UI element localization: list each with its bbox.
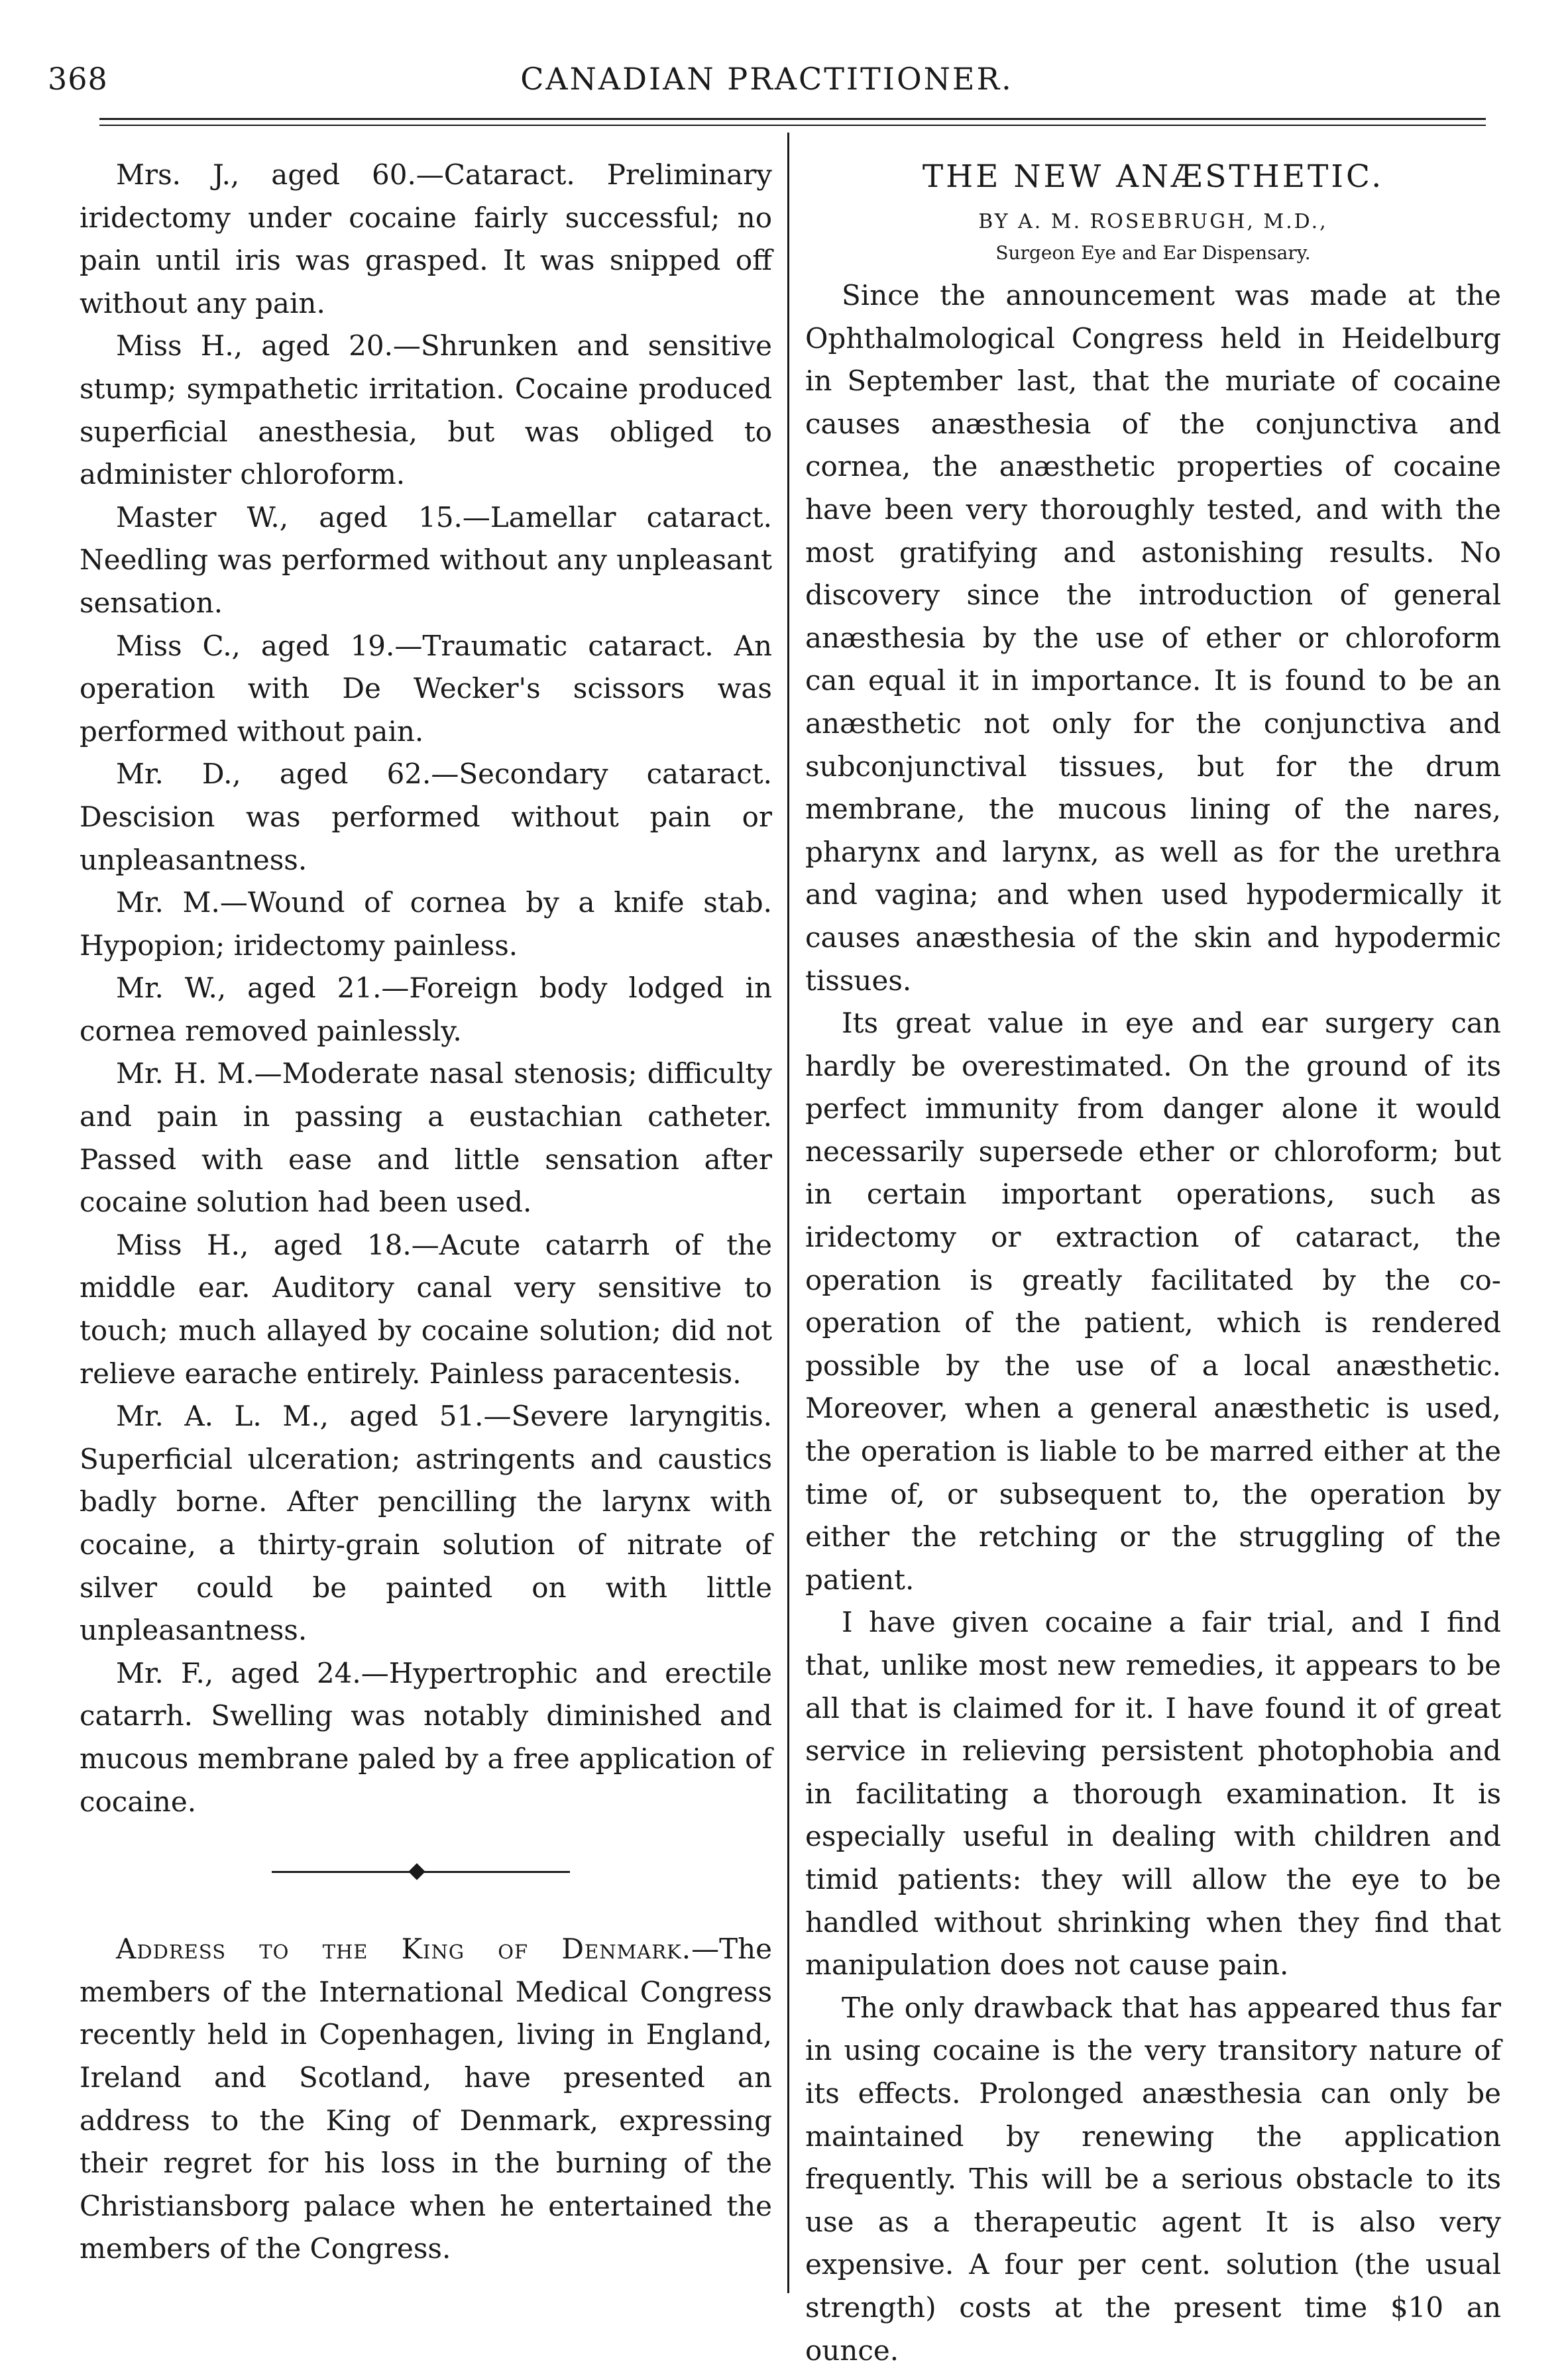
article-paragraph: Since the announcement was made at the Ophthalmological Congress held in Heidelburg in September last, that the muriate of cocaine causes anæsthesia of the conjunctiva and cornea, the anæsthetic properties of cocaine have been very thoroughly tested, and with the most gratifying and astonishing results. No discovery since the introduction of general anæsthesia by the use of ether or chloroform can equal it in importance. It is found to be an anæsthetic not only for the conjunctiva and subconjunctival tissues, but for the drum membrane, the mucous lining of the nares, pharynx and larynx, as well as for the urethra and vagina; and when used hypodermically it causes anæsthesia of the skin and hypodermic tissues. — [805, 279, 1501, 997]
case-report: Mr. M.—Wound of cornea by a knife stab. Hypopion; iridectomy painless. — [80, 886, 772, 962]
address-heading: Address to the King of Denmark. — [116, 1933, 692, 1966]
article-title: THE NEW ANÆSTHETIC. — [922, 158, 1384, 195]
case-report: Miss H., aged 18.—Acute catarrh of the middle ear. Auditory canal very sensitive to touch; much allayed by cocaine solution; did not relieve earache entirely. Painless paracentesis. — [80, 1228, 772, 1390]
header-rule — [99, 118, 1486, 120]
article-paragraph: I have given cocaine a fair trial, and I find that, unlike most new remedies, it appears to be all that is claimed for it. I have found it of great service in relieving persistent photophobia and in facilitating a thorough examination. It is especially useful in dealing with children and timid patients: they will allow the eye to be handled without shrinking when they find that manipulation does not cause pain. — [805, 1606, 1501, 1982]
case-report: Mr. H. M.—Moderate nasal stenosis; difficulty and pain in passing a eustachian catheter. Passed with ease and little sensation after cocaine solution had been used. — [80, 1057, 772, 1219]
case-report: Miss C., aged 19.—Traumatic cataract. An operation with De Wecker's scissors was performed without pain. — [80, 629, 772, 748]
running-title: CANADIAN PRACTITIONER. — [520, 61, 1013, 97]
page-header — [48, 61, 1486, 107]
address-body: —The members of the International Medical Congress recently held in Copenhagen, living in England, Ireland and Scotland, have presented an address to the King of Denmark, expressing their regret for his loss in the burning of the Christiansborg palace when he entertained the members of the Congress. — [80, 1933, 772, 2265]
section-ornament — [80, 1843, 772, 1903]
article-paragraph: Its great value in eye and ear surgery can hardly be overestimated. On the ground of its perfect immunity from danger alone it would necessarily supersede ether or chloroform; but in certain important operations, such as iridectomy or extraction of cataract, the operation is greatly facilitated by the co-operation of the patient, which is rendered possible by the use of a local anæsthetic. Moreover, when a general anæsthetic is used, the operation is liable to be marred either at the time of, or subsequent to, the operation by either the retching or the struggling of the patient. — [805, 1007, 1501, 1596]
case-report: Miss H., aged 20.—Shrunken and sensitive stump; sympathetic irritation. Cocaine produced superficial anesthesia, but was obliged to administer chloroform. — [80, 329, 772, 491]
case-report: Mr. W., aged 21.—Foreign body lodged in cornea removed painlessly. — [80, 972, 772, 1047]
case-report: Mr. A. L. M., aged 51.—Severe laryngitis. Superficial ulceration; astringents and caustics badly borne. After pencilling the larynx with cocaine, a thirty-grain solution of nitrate of silver could be painted on with little unpleasantness. — [80, 1400, 772, 1647]
left-column — [80, 154, 772, 2271]
case-report: Mr. F., aged 24.—Hypertrophic and erectile catarrh. Swelling was notably diminished and mucous membrane paled by a free application of cocaine. — [80, 1656, 772, 1818]
article-paragraph: The only drawback that has appeared thus far in using cocaine is the very transitory nature of its effects. Prolonged anæsthesia can only be maintained by renewing the application frequently. This will be a serious obstacle to its use as a therapeutic agent It is also very expensive. A four per cent. solution (the usual strength) costs at the present time $10 an ounce. — [805, 1991, 1501, 2367]
right-column — [805, 154, 1501, 2372]
case-report: Mr. D., aged 62.—Secondary cataract. Descision was performed without pain or unpleasantness. — [80, 758, 772, 876]
article-byline: BY A. M. ROSEBRUGH, M.D., — [978, 210, 1328, 233]
column-divider — [787, 133, 789, 2293]
header-rule-secondary — [99, 125, 1486, 126]
case-report: Mrs. J., aged 60.—Cataract. Preliminary iridectomy under cocaine fairly successful; no pain until iris was grasped. It was snipped off without any pain. — [80, 158, 772, 319]
ornament-diamond-icon — [408, 1863, 425, 1880]
author-affiliation: Surgeon Eye and Ear Dispensary. — [995, 242, 1311, 264]
address-paragraph — [80, 1928, 772, 2271]
page-number: 368 — [48, 61, 108, 97]
case-report: Master W., aged 15.—Lamellar cataract. Needling was performed without any unpleasant sensation. — [80, 500, 772, 619]
